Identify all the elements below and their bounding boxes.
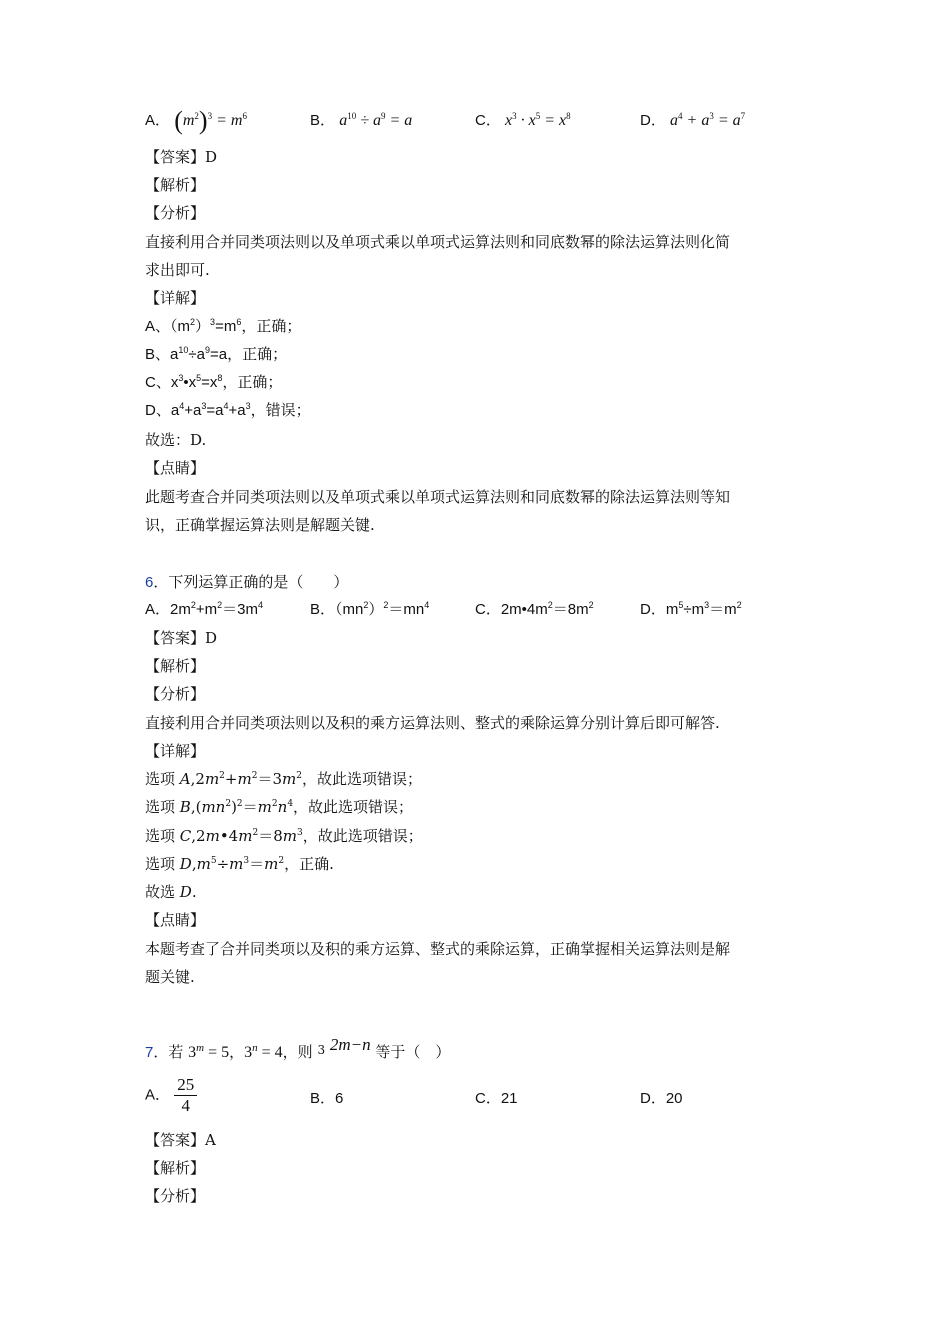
option-label: C． <box>475 112 501 129</box>
exponent: 2 <box>225 799 232 809</box>
q7-option-c: C．21 <box>475 1090 518 1107</box>
exponent: 4 <box>424 600 430 610</box>
q5-detail-d <box>145 401 311 421</box>
math-rhs: = a <box>389 112 413 129</box>
option-label: B． <box>310 601 336 618</box>
math-var: m <box>182 112 195 129</box>
text: ） <box>368 601 384 618</box>
q6-comment-line-2: 题关键. <box>145 968 195 986</box>
exponent: 6 <box>242 111 247 121</box>
math-var: m <box>264 855 279 873</box>
math-var: m <box>282 827 297 845</box>
text: m <box>665 601 679 618</box>
math-rhs: = m <box>216 112 243 129</box>
text: ＝8m <box>552 601 589 618</box>
q6-detail-b <box>145 797 413 817</box>
exponent: m <box>196 1042 205 1054</box>
exponent: 3 <box>245 401 251 411</box>
question-text: ．下列运算正确的是（ ） <box>153 573 349 591</box>
exponent: 3 <box>178 373 184 383</box>
text: C、x <box>145 374 179 391</box>
text: ＝mn <box>388 601 425 618</box>
math-var: D <box>179 883 192 901</box>
exponent: 10 <box>178 345 189 355</box>
text: •4 <box>219 827 239 845</box>
exponent: 10 <box>347 111 357 121</box>
q5-detail-c <box>145 373 282 393</box>
math-var: mn <box>201 798 226 816</box>
text: +a <box>184 402 202 419</box>
q5-detail-b <box>145 345 287 365</box>
q5-comment-line-1: 此题考查合并同类项法则以及单项式乘以单项式运算法则和同底数幂的除法运算法则等知 <box>145 488 731 506</box>
exponent: 2 <box>252 828 259 838</box>
exponent: 2 <box>383 600 389 610</box>
exponent: 4 <box>179 401 185 411</box>
math-var: n <box>277 798 288 816</box>
question-text: 等于（ ） <box>375 1043 451 1061</box>
option-label: D． <box>640 112 666 129</box>
q5-option-d-expr <box>670 112 745 129</box>
text: ＝m <box>709 601 737 618</box>
q6-answer: 【答案】D <box>145 629 218 647</box>
text: 选项 <box>145 770 180 788</box>
q5-option-b-expr <box>339 112 412 129</box>
exponent: 2 <box>278 856 285 866</box>
q7-fenxi-heading: 【分析】 <box>145 1187 206 1205</box>
exponent: 4 <box>678 111 683 121</box>
q5-detail-a <box>145 317 301 337</box>
q7-jiexi-heading: 【解析】 <box>145 1159 206 1177</box>
q5-answer: 【答案】D <box>145 148 218 166</box>
q6-dianjing-heading: 【点睛】 <box>145 911 206 929</box>
text: ＝8 <box>258 827 283 845</box>
math-var: m <box>204 770 220 788</box>
text: ，故此选项错误； <box>302 827 423 845</box>
math-op: ÷ a <box>360 112 381 129</box>
q7-stem <box>145 1035 450 1063</box>
text: ，故此选项错误； <box>293 798 414 816</box>
q5-option-b <box>310 111 412 131</box>
text: A、（m <box>145 318 191 335</box>
exponent: 5 <box>678 600 684 610</box>
exponent: n <box>252 1042 258 1054</box>
math-var: m <box>229 855 244 873</box>
q6-detail-c <box>145 826 423 846</box>
text: , <box>191 855 197 873</box>
text: 2m <box>170 601 191 618</box>
q6-option-d <box>640 600 742 620</box>
q6-option-c <box>475 600 594 620</box>
exponent: 4 <box>287 799 294 809</box>
q5-dianjing-heading: 【点睛】 <box>145 459 206 477</box>
math-var: D <box>179 855 192 873</box>
text: +a <box>228 402 246 419</box>
math-op: + a <box>686 112 710 129</box>
math-var: m <box>282 770 297 788</box>
exponent: 6 <box>236 317 242 327</box>
math-var: C <box>179 827 192 845</box>
exponent: 9 <box>204 345 210 355</box>
q6-fenxi-heading: 【分析】 <box>145 685 206 703</box>
text: ,2 <box>190 770 205 788</box>
exponent: 8 <box>566 111 571 121</box>
text: ＝3m <box>222 601 258 618</box>
option-label: A． <box>145 601 171 618</box>
math-base: 3 <box>244 1044 253 1061</box>
text: ＝ <box>249 855 265 873</box>
q5-analysis-line-1: 直接利用合并同类项法则以及单项式乘以单项式运算法则和同底数幂的除法运算法则化简 <box>145 233 731 251</box>
exponent: 3 <box>201 401 207 411</box>
q6-detail-d <box>145 854 334 874</box>
q6-option-b <box>310 600 429 620</box>
exponent: 2 <box>296 771 302 781</box>
exponent: 2 <box>271 799 278 809</box>
text: 2m•4m <box>500 601 548 618</box>
question-number: 6 <box>145 574 154 591</box>
exponent: 3 <box>512 111 517 121</box>
q6-comment-line-1: 本题考查了合并同类项以及积的乘方运算、整式的乘除运算，正确掌握相关运算法则是解 <box>145 940 731 958</box>
math-op: · x <box>520 112 536 129</box>
math-base: 3 <box>188 1044 197 1061</box>
q5-option-a-expr: $(m^2)^3 = m^6$ <box>174 106 247 135</box>
exponent: 2m−n <box>329 1035 371 1054</box>
exponent: 5 <box>210 856 217 866</box>
math-base: 3 <box>317 1043 326 1057</box>
numerator: 25 <box>174 1075 197 1096</box>
question-number: 7 <box>145 1044 154 1061</box>
math-var: x <box>505 112 513 129</box>
q5-choose: 故选：D. <box>145 431 207 449</box>
exponent: 7 <box>740 111 746 121</box>
math-var: B <box>179 798 191 816</box>
text: ，错误； <box>250 402 311 419</box>
denominator: 4 <box>181 1096 190 1115</box>
text: 故选 <box>145 883 180 901</box>
text: B、a <box>145 346 179 363</box>
math-var: a <box>670 112 679 129</box>
exponent: 2 <box>363 600 369 610</box>
q5-xiangjie-heading: 【详解】 <box>145 289 206 307</box>
q5-option-a <box>145 106 247 135</box>
q6-jiexi-heading: 【解析】 <box>145 657 206 675</box>
q5-jiexi-heading: 【解析】 <box>145 176 206 194</box>
text: + <box>224 770 238 788</box>
exponent: 2 <box>736 600 742 610</box>
text: +m <box>195 601 218 618</box>
q5-option-d <box>640 111 745 131</box>
q5-option-c <box>475 111 571 131</box>
exponent: 5 <box>535 111 541 121</box>
text: ，故此选项错误； <box>301 770 422 788</box>
text: ，正确； <box>241 318 302 335</box>
exponent: 2 <box>190 600 196 610</box>
q6-analysis: 直接利用合并同类项法则以及积的乘方运算法则、整式的乘除运算分别计算后即可解答. <box>145 714 720 732</box>
option-label: B． <box>310 112 336 129</box>
math-var: m <box>196 855 211 873</box>
text: =x <box>201 374 218 391</box>
text: ，正确； <box>222 374 283 391</box>
exponent: 2 <box>236 799 243 809</box>
q5-option-c-expr <box>505 112 571 129</box>
text: ，正确. <box>284 855 334 873</box>
math-var: m <box>257 798 272 816</box>
text: ,( <box>190 798 202 816</box>
text: •x <box>183 374 197 391</box>
exponent: 2 <box>190 317 196 327</box>
q7-answer: 【答案】A <box>145 1131 216 1149</box>
option-label: A． <box>145 1086 171 1104</box>
exponent: 3 <box>704 600 710 610</box>
text: . <box>191 883 197 901</box>
question-text: ．若 <box>153 1043 189 1061</box>
text: ,2 <box>191 827 206 845</box>
q7-option-a-fraction <box>174 1075 197 1116</box>
q6-option-a <box>145 600 263 620</box>
math-var: m <box>238 827 253 845</box>
math-var: A <box>179 770 191 788</box>
math-var: a <box>339 112 348 129</box>
q5-fenxi-heading: 【分析】 <box>145 204 206 222</box>
q5-analysis-line-2: 求出即可. <box>145 261 210 279</box>
text: =a <box>206 402 224 419</box>
q7-option-b: B．6 <box>310 1090 344 1107</box>
option-label: D． <box>640 601 666 618</box>
q6-detail-a <box>145 769 422 789</box>
math-var: m <box>237 770 252 788</box>
q5-comment-line-2: 识，正确掌握运算法则是解题关键. <box>145 516 375 534</box>
exponent: 3 <box>243 856 250 866</box>
exponent: 3 <box>207 111 213 121</box>
text: ） <box>195 318 211 335</box>
math-rhs: = a <box>717 112 741 129</box>
math-rhs: = x <box>544 112 567 129</box>
exponent: 2 <box>251 771 258 781</box>
text: ， <box>229 1043 245 1061</box>
text: （mn <box>335 601 364 618</box>
option-label: C． <box>475 601 501 618</box>
exponent: 4 <box>258 600 264 610</box>
text: ÷m <box>683 601 705 618</box>
q6-xiangjie-heading: 【详解】 <box>145 742 206 760</box>
text: D、a <box>145 402 180 419</box>
option-label: A． <box>145 112 171 129</box>
exponent: 4 <box>223 401 229 411</box>
exponent: 3 <box>709 111 714 121</box>
exponent: 5 <box>196 373 202 383</box>
text: =a，正确； <box>209 346 288 363</box>
q7-option-d: D．20 <box>640 1090 683 1107</box>
text: ÷ <box>216 855 230 873</box>
exponent: 2 <box>219 771 225 781</box>
exponent: 2 <box>217 600 223 610</box>
text: 选项 <box>145 798 180 816</box>
text: ) <box>231 798 237 816</box>
text: 选项 <box>145 855 180 873</box>
text: ＝ <box>242 798 258 816</box>
exponent: 3 <box>296 828 303 838</box>
text: =m <box>215 318 237 335</box>
math-var: m <box>205 827 220 845</box>
text: ＝3 <box>257 770 282 788</box>
text: ，则 <box>282 1043 318 1061</box>
exponent: 9 <box>380 111 386 121</box>
q7-option-a <box>145 1075 197 1116</box>
text: ÷a <box>188 346 205 363</box>
exponent: 8 <box>217 373 223 383</box>
math-rhs: = 5 <box>204 1044 230 1061</box>
math-rhs: = 4 <box>257 1044 283 1061</box>
q6-choose <box>145 882 197 902</box>
text: 选项 <box>145 827 180 845</box>
exponent: 3 <box>210 317 216 327</box>
exponent: 2 <box>194 111 199 121</box>
exponent: 2 <box>588 600 594 610</box>
exponent: 2 <box>547 600 553 610</box>
q6-stem <box>145 572 348 593</box>
